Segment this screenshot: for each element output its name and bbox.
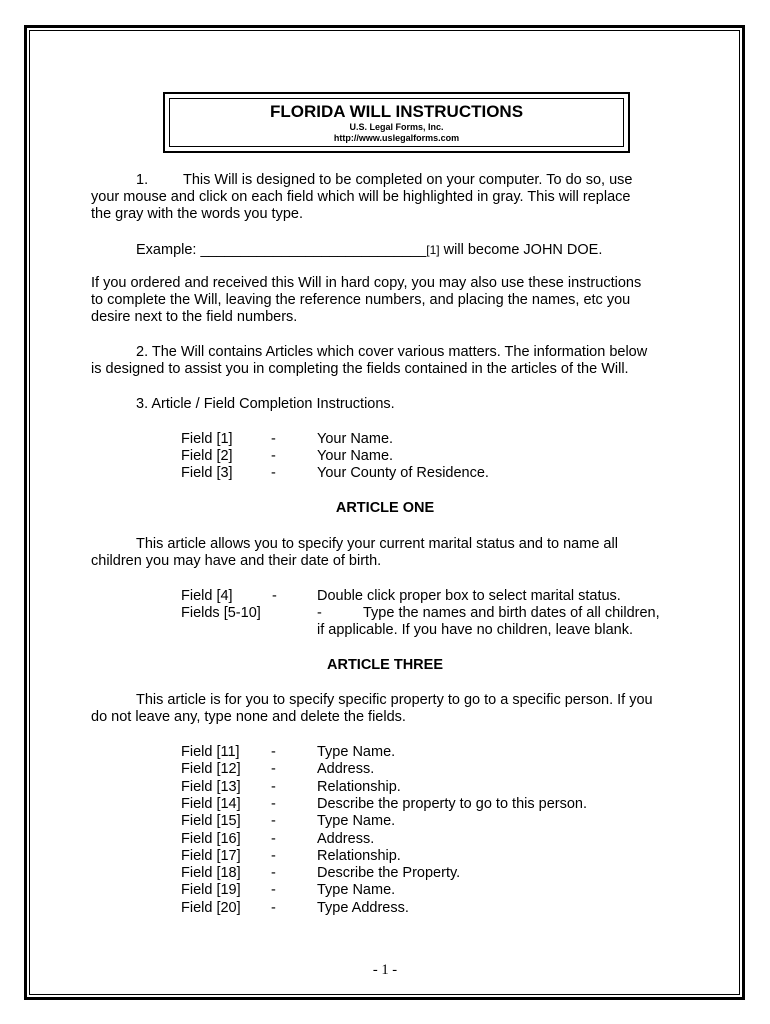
field-desc: Double click proper box to select marital status.: [317, 588, 621, 604]
field-label: Field [17]: [181, 847, 241, 864]
field-dash: -: [317, 605, 322, 621]
field-desc: Describe the Property.: [317, 865, 461, 882]
hardcopy-line3: desire next to the field numbers.: [91, 309, 298, 325]
section2-line2: is designed to assist you in completing the fields contained in the articles of the Will.: [91, 361, 629, 377]
section1-line2: your mouse and click on each field which will be highlighted in gray. This will replace: [91, 189, 631, 205]
field-desc: Your Name.: [317, 431, 394, 447]
field-dash: -: [271, 847, 276, 864]
field-dash: -: [271, 431, 276, 447]
field-desc: Describe the property to go to this person.: [317, 795, 588, 812]
field-dash: -: [271, 744, 276, 760]
title-box: [169, 98, 624, 147]
field-desc: Your County of Residence.: [317, 465, 489, 481]
field-dash: -: [271, 761, 276, 778]
section1-number: 1.: [136, 172, 149, 188]
article-three-line1: This article is for you to specify specific property to go to a specific person. If you: [136, 692, 653, 708]
field-label: Field [4]: [181, 588, 233, 604]
field-label: Field [2]: [181, 448, 233, 464]
example-result: will become JOHN DOE.: [439, 242, 603, 258]
field-desc: Type Address.: [317, 899, 409, 916]
field-label: Fields [5-10]: [181, 605, 261, 621]
field-desc: Relationship.: [317, 847, 401, 864]
article-one-line2: children you may have and their date of birth.: [91, 553, 382, 569]
section3-line1: 3. Article / Field Completion Instructions.: [136, 396, 395, 412]
company-name: U.S. Legal Forms, Inc.: [349, 122, 444, 132]
article-one-heading: ARTICLE ONE: [335, 500, 435, 516]
hardcopy-line1: If you ordered and received this Will in hard copy, you may also use these instructions: [91, 275, 642, 291]
section1-line3: the gray with the words you type.: [91, 206, 303, 222]
example-line: [136, 242, 602, 259]
field-dash: -: [271, 778, 276, 795]
field-dash: -: [271, 813, 276, 830]
field-dash: -: [271, 899, 276, 916]
field-desc: Address.: [317, 830, 375, 847]
field-desc: Relationship.: [317, 778, 401, 795]
field-dash: -: [271, 865, 276, 882]
field-desc: Type Name.: [317, 882, 396, 899]
field-label: Field [14]: [181, 795, 241, 812]
article-three-heading: ARTICLE THREE: [327, 657, 443, 673]
field-label: Field [13]: [181, 778, 241, 795]
field-label: Field [12]: [181, 761, 241, 778]
article-three-line2: do not leave any, type none and delete the fields.: [91, 709, 406, 725]
company-url[interactable]: http://www.uslegalforms.com: [333, 133, 460, 143]
field-desc: Type Name.: [317, 744, 396, 760]
field-dash: -: [271, 830, 276, 847]
section1-line1: This Will is designed to be completed on your computer. To do so, use: [183, 172, 633, 188]
field-label: Field [19]: [181, 882, 241, 899]
field-dash: -: [271, 882, 276, 899]
field-label: Field [1]: [181, 431, 233, 447]
field-dash: -: [272, 588, 277, 604]
field-desc: Address.: [317, 761, 375, 778]
field-desc: Type the names and birth dates of all children,: [363, 605, 660, 621]
field-desc-continued: if applicable. If you have no children, leave blank.: [317, 622, 633, 638]
section2-line1: 2. The Will contains Articles which cover various matters. The information below: [136, 344, 648, 360]
example-ref: [1]: [426, 243, 440, 257]
field-label: Field [15]: [181, 813, 241, 830]
field-label: Field [16]: [181, 830, 241, 847]
field-label: Field [20]: [181, 899, 241, 916]
field-dash: -: [271, 795, 276, 812]
field-label: Field [11]: [181, 744, 240, 760]
example-label: Example: ____________________________: [136, 242, 427, 258]
document-title: FLORIDA WILL INSTRUCTIONS: [269, 102, 524, 121]
field-desc: Type Name.: [317, 813, 396, 830]
page-number: - 1 -: [372, 962, 398, 978]
hardcopy-line2: to complete the Will, leaving the reference numbers, and placing the names, etc you: [91, 292, 631, 308]
article-one-line1: This article allows you to specify your current marital status and to name all: [136, 536, 618, 552]
field-label: Field [18]: [181, 865, 241, 882]
field-dash: -: [271, 448, 276, 464]
field-desc: Your Name.: [317, 448, 394, 464]
field-dash: -: [271, 465, 276, 481]
field-label: Field [3]: [181, 465, 233, 481]
